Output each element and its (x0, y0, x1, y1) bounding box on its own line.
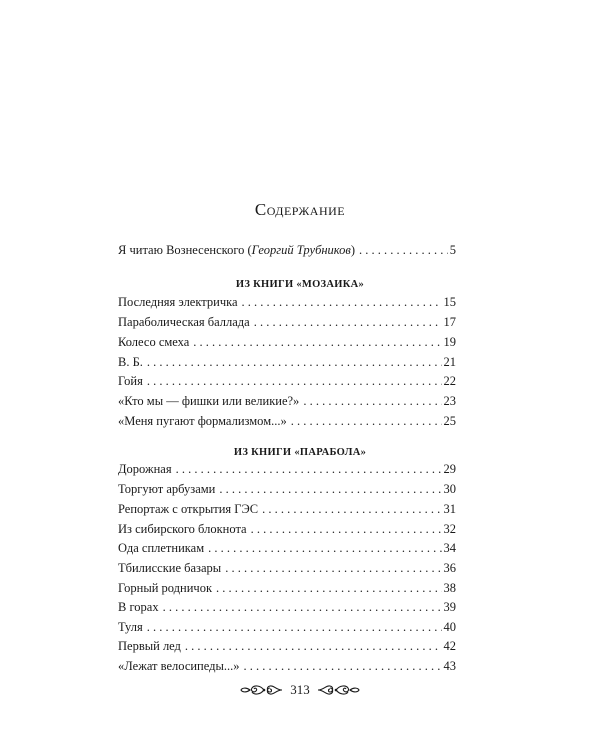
dot-leader (147, 354, 442, 370)
toc-entry-title: Гойя (118, 374, 143, 388)
dot-leader (216, 580, 441, 596)
toc-page-number: 5 (449, 243, 456, 257)
dot-leader (244, 658, 442, 674)
toc-page-number: 22 (443, 374, 456, 388)
toc-page-number: 25 (443, 414, 456, 428)
toc-page-number: 15 (443, 295, 456, 309)
toc-entry-title: Дорожная (118, 462, 172, 476)
toc-entry-title: Первый лед (118, 639, 181, 653)
toc-page-number: 19 (443, 335, 456, 349)
toc-entry-title: В. Б. (118, 355, 143, 369)
toc-entry-title: «Меня пугают формализмом...» (118, 414, 287, 428)
dot-leader (147, 373, 442, 389)
toc-page-number: 42 (443, 639, 456, 653)
toc-entry[interactable] (118, 413, 456, 429)
toc-entry[interactable] (118, 314, 456, 330)
toc-entry[interactable] (118, 658, 456, 674)
section-heading-mozaika: ИЗ КНИГИ «МОЗАИКА» (235, 279, 365, 290)
toc-entry-intro[interactable] (118, 242, 456, 258)
toc-entry-title: Параболическая баллада (118, 315, 250, 329)
dot-leader (193, 334, 441, 350)
toc-entry[interactable] (118, 580, 456, 596)
dot-leader (225, 560, 441, 576)
toc-entry[interactable] (118, 461, 456, 477)
dot-leader (219, 481, 441, 497)
toc-entry-title: Колесо смеха (118, 335, 190, 349)
toc-page-number: 36 (443, 561, 456, 575)
fleuron-right-icon (316, 683, 362, 697)
toc-page-number: 31 (443, 502, 456, 516)
toc-entry-title: Репортаж с открытия ГЭС (118, 502, 259, 516)
toc-entry[interactable] (118, 501, 456, 517)
toc-page-number: 32 (443, 522, 456, 536)
toc-entry-title: Горный родничок (118, 581, 213, 595)
toc-entry-title: Я читаю Вознесенского (Георгий Трубников) (118, 243, 356, 257)
dot-leader (251, 521, 442, 537)
page-title: Содержание (254, 200, 346, 219)
toc-entry-title: «Кто мы — фишки или великие?» (118, 394, 300, 408)
dot-leader (254, 314, 442, 330)
toc-page-number: 40 (443, 620, 456, 634)
toc-entry-title: Туля (118, 620, 143, 634)
toc-entry-title: Торгуют арбузами (118, 482, 216, 496)
toc-entry[interactable] (118, 521, 456, 537)
toc-entry[interactable] (118, 294, 456, 310)
toc-entry[interactable] (118, 540, 456, 556)
toc-entry-title: Тбилисские базары (118, 561, 222, 575)
page-number: 313 (290, 682, 310, 697)
dot-leader (242, 294, 442, 310)
toc-entry-title: «Лежат велосипеды...» (118, 659, 240, 673)
dot-leader (147, 619, 442, 635)
fleuron-left-icon (238, 683, 284, 697)
toc-entry-author: Георгий Трубников (251, 243, 351, 257)
toc-entry-title: Из сибирского блокнота (118, 522, 247, 536)
toc-entry[interactable] (118, 393, 456, 409)
toc-page-number: 38 (443, 581, 456, 595)
toc-entry-title: В горах (118, 600, 159, 614)
toc-entry[interactable] (118, 481, 456, 497)
toc-page-number: 29 (443, 462, 456, 476)
dot-leader (291, 413, 442, 429)
toc-page-number: 30 (443, 482, 456, 496)
section-heading-parabola: ИЗ КНИГИ «ПАРАБОЛА» (233, 447, 367, 458)
dot-leader (176, 461, 442, 477)
dot-leader (303, 393, 441, 409)
page-footer (0, 682, 600, 698)
toc-page-number: 34 (443, 541, 456, 555)
toc-page-number: 17 (443, 315, 456, 329)
toc-entry[interactable] (118, 619, 456, 635)
dot-leader (359, 242, 448, 258)
dot-leader (185, 638, 442, 654)
toc-page-number: 39 (443, 600, 456, 614)
toc-entry[interactable] (118, 334, 456, 350)
toc-entry[interactable] (118, 638, 456, 654)
toc-entry-title: Ода сплетникам (118, 541, 205, 555)
dot-leader (208, 540, 441, 556)
toc-entry[interactable] (118, 373, 456, 389)
dot-leader (163, 599, 442, 615)
toc-entry[interactable] (118, 560, 456, 576)
toc-entry[interactable] (118, 354, 456, 370)
toc-page-number: 43 (443, 659, 456, 673)
dot-leader (262, 501, 441, 517)
toc-page-number: 21 (443, 355, 456, 369)
toc-entry-title: Последняя электричка (118, 295, 238, 309)
toc-entry[interactable] (118, 599, 456, 615)
toc-page-number: 23 (443, 394, 456, 408)
